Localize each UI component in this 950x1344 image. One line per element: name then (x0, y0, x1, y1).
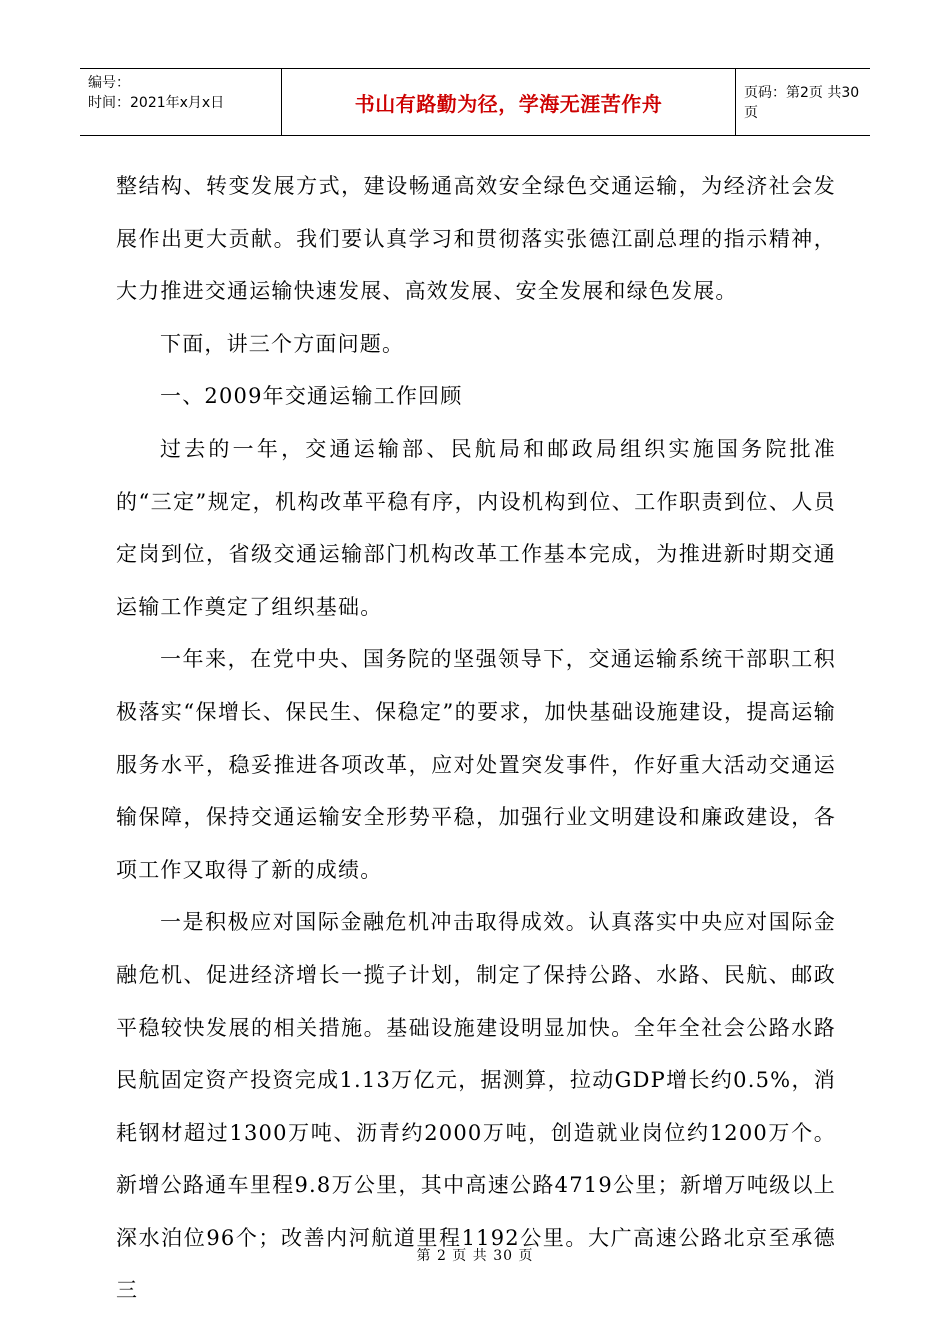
header-meta-cell (80, 69, 282, 135)
header-page-info: 页码：第2页 共30页 (744, 85, 860, 121)
paragraph-achievements: 一年来，在党中央、国务院的坚强领导下，交通运输系统干部职工积极落实“保增长、保民生、保稳定”的要求，加快基础设施建设，提高运输服务水平，稳妥推进各项改革，应对处置突发事件，作好重大活动交通运输保障，保持交通运输安全形势平稳，加强行业文明建设和廉政建设，各项工作又取得了新的成绩。 (116, 647, 836, 882)
section-heading: 一、2009年交通运输工作回顾 (160, 384, 463, 409)
header-motto: 书山有路勤为径，学海无涯苦作舟 (354, 91, 663, 116)
header-page-cell (736, 69, 870, 135)
paragraph-review: 过去的一年，交通运输部、民航局和邮政局组织实施国务院批准的“三定”规定，机构改革平稳有序，内设机构到位、工作职责到位、人员定岗到位，省级交通运输部门机构改革工作基本完成，为推进新时期交通运输工作奠定了组织基础。 (116, 436, 836, 619)
header-motto-cell (282, 69, 736, 135)
paragraph-financial-crisis: 一是积极应对国际金融危机冲击取得成效。认真落实中央应对国际金融危机、促进经济增长一揽子计划，制定了保持公路、水路、民航、邮政平稳较快发展的相关措施。基础设施建设明显加快。全年全社会公路水路民航固定资产投资完成1.13万亿元，据测算，拉动GDP增长约0.5%，消耗钢材超过1300万吨、沥青约2000万吨，创造就业岗位约1200万个。新增公路通车里程9.8万公里，其中高速公路4719公里；新增万吨级以上深水泊位96个；改善内河航道里程1192公里。大广高速公路北京至承德三 (116, 910, 836, 1303)
paragraph-continuation: 整结构、转变发展方式，建设畅通高效安全绿色交通运输，为经济社会发展作出更大贡献。我们要认真学习和贯彻落实张德江副总理的指示精神，大力推进交通运输快速发展、高效发展、安全发展和绿色发展。 (116, 174, 836, 304)
document-number-label: 编号： (88, 75, 130, 91)
document-body (116, 160, 836, 1317)
paragraph-intro: 下面，讲三个方面问题。 (160, 331, 405, 356)
document-date-label: 时间：2021年x月x日 (88, 95, 225, 111)
document-header (80, 68, 870, 136)
page-footer: 第 2 页 共 30 页 (416, 1248, 534, 1264)
